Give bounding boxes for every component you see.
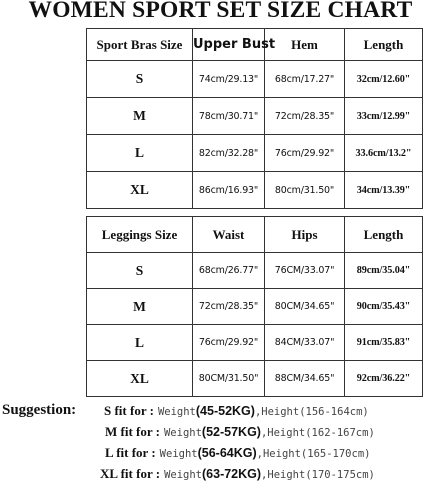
length-cell: 92cm/36.22": [345, 361, 423, 397]
size-cell: L: [87, 135, 193, 172]
size-cell: S: [87, 61, 193, 98]
height-label: ,Height: [254, 406, 300, 418]
length-cell: 90cm/35.43": [345, 289, 423, 325]
height-range: (165-170cm): [300, 448, 371, 460]
upper-bust-cell: 74cm/29.13": [193, 61, 265, 98]
weight-label: Weight: [164, 469, 202, 481]
size-cell: XL: [87, 172, 193, 209]
table-header-row: [87, 29, 423, 61]
hem-cell: 72cm/28.35": [265, 98, 345, 135]
suggestion-label: Suggestion:: [2, 402, 77, 418]
waist-cell: 68cm/26.77": [193, 253, 265, 289]
hips-cell: 84CM/33.07": [265, 325, 345, 361]
waist-cell: 76cm/29.92": [193, 325, 265, 361]
sport-bras-size-table: [86, 28, 423, 209]
weight-range: (56-64KG): [197, 446, 257, 460]
hips-cell: 80CM/34.65": [265, 289, 345, 325]
table-row: [87, 325, 423, 361]
header-hips: Hips: [265, 217, 345, 253]
suggestion-item: [105, 423, 375, 442]
table-row: [87, 98, 423, 135]
fit-size-label: S fit for :: [104, 403, 154, 418]
suggestion-section: [0, 401, 441, 488]
length-cell: 33cm/12.99": [345, 98, 423, 135]
weight-label: Weight: [163, 427, 202, 439]
header-waist: Waist: [193, 217, 265, 253]
header-hem: Hem: [265, 29, 345, 61]
header-leggings-size: Leggings Size: [87, 217, 193, 253]
height-label: ,Height: [260, 427, 306, 439]
size-cell: L: [87, 325, 193, 361]
length-cell: 33.6cm/13.2": [345, 135, 423, 172]
size-cell: M: [87, 98, 193, 135]
length-cell: 91cm/35.83": [345, 325, 423, 361]
header-sport-bras-size: Sport Bras Size: [87, 29, 193, 61]
size-cell: M: [87, 289, 193, 325]
hem-cell: 68cm/17.27": [265, 61, 345, 98]
header-upper-bust: Upper Bust: [193, 29, 265, 61]
weight-label: Weight: [159, 448, 198, 460]
hips-cell: 76CM/33.07": [265, 253, 345, 289]
height-range: (170-175cm): [305, 469, 375, 481]
suggestion-item: [100, 465, 375, 484]
header-length: Length: [345, 29, 423, 61]
upper-bust-cell: 86cm/16.93": [193, 172, 265, 209]
height-label: ,Height: [256, 448, 301, 460]
height-range: (162-167cm): [305, 427, 375, 439]
hips-cell: 88CM/34.65": [265, 361, 345, 397]
hem-cell: 76cm/29.92": [265, 135, 345, 172]
weight-range: (63-72KG): [202, 467, 262, 481]
table-row: [87, 253, 423, 289]
size-cell: S: [87, 253, 193, 289]
waist-cell: 72cm/28.35": [193, 289, 265, 325]
height-label: ,Height: [261, 469, 306, 481]
header-length: Length: [345, 217, 423, 253]
suggestion-item: [104, 402, 369, 421]
table-header-row: [87, 217, 423, 253]
chart-title: WOMEN SPORT SET SIZE CHART: [28, 0, 413, 23]
waist-cell: 80CM/31.50": [193, 361, 265, 397]
length-cell: 32cm/12.60": [345, 61, 423, 98]
leggings-size-table: [86, 216, 423, 397]
fit-size-label: XL fit for :: [100, 466, 161, 481]
weight-range: (45-52KG): [195, 404, 255, 418]
size-cell: XL: [87, 361, 193, 397]
fit-size-label: M fit for :: [105, 424, 160, 439]
table-row: [87, 135, 423, 172]
length-cell: 34cm/13.39": [345, 172, 423, 209]
length-cell: 89cm/35.04": [345, 253, 423, 289]
weight-label: Weight: [157, 406, 196, 418]
weight-range: (52-57KG): [201, 425, 261, 439]
upper-bust-cell: 82cm/32.28": [193, 135, 265, 172]
table-row: [87, 61, 423, 98]
fit-size-label: L fit for :: [105, 445, 156, 460]
hem-cell: 80cm/31.50": [265, 172, 345, 209]
height-range: (156-164cm): [299, 406, 369, 418]
table-row: [87, 361, 423, 397]
table-row: [87, 289, 423, 325]
upper-bust-cell: 78cm/30.71": [193, 98, 265, 135]
suggestion-item: [105, 444, 370, 463]
table-row: [87, 172, 423, 209]
